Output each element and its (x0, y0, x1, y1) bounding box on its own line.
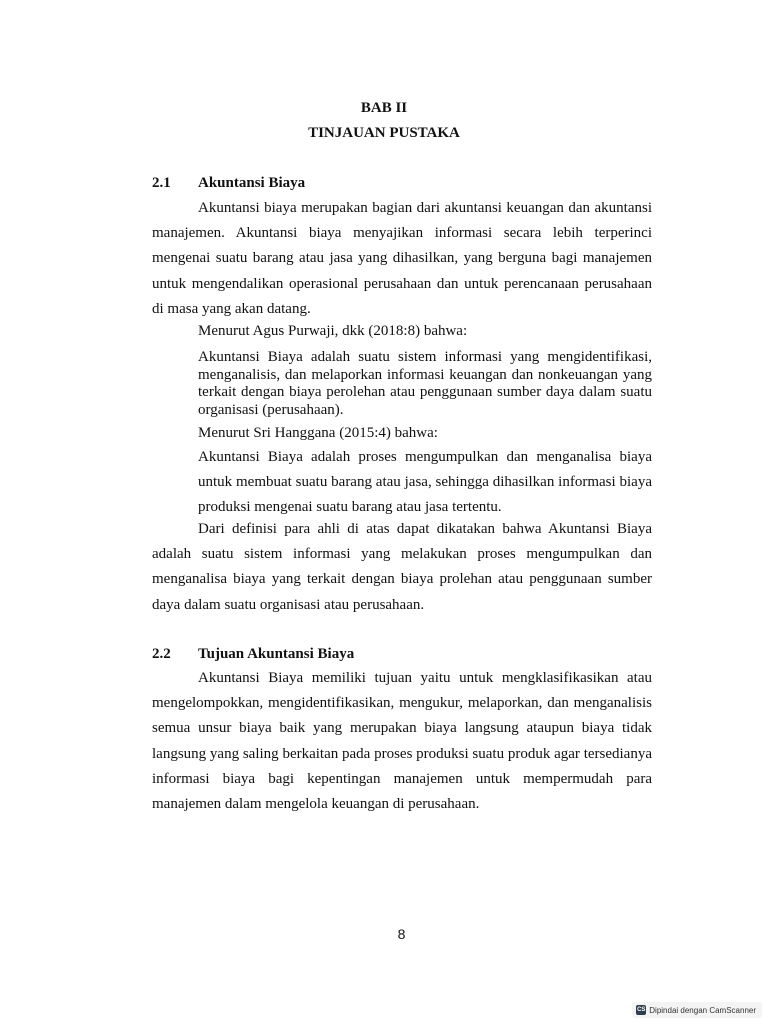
chapter-title: TINJAUAN PUSTAKA (308, 125, 460, 141)
quote-2-intro: Menurut Sri Hanggana (2015:4) bahwa: (198, 425, 438, 441)
section-number: 2.2 (152, 646, 171, 662)
page-number: 8 (397, 926, 406, 942)
camscanner-text: Dipindai dengan CamScanner (649, 1005, 756, 1015)
section-title: Tujuan Akuntansi Biaya (198, 646, 355, 662)
section-2-1-paragraph-1: Akuntansi biaya merupakan bagian dari akuntansi keuangan dan akuntansi manajemen. Akuntansi biaya menyajikan informasi secara lebih terperinci mengenai suatu barang atau jasa yang dihasilkan, yang berguna bagi manajemen untuk mengendalikan operasional perusahaan dan untuk perencanaan perusahaan di masa yang akan datang. (152, 200, 652, 317)
section-2-1-paragraph-2: Dari definisi para ahli di atas dapat dikatakan bahwa Akuntansi Biaya adalah suatu sistem informasi yang melakukan proses mengumpulkan dan menganalisa biaya yang terkait dengan biaya prolehan atau penggunaan sumber daya dalam suatu organisasi atau perusahaan. (152, 521, 652, 613)
quote-1-intro: Menurut Agus Purwaji, dkk (2018:8) bahwa: (198, 323, 468, 339)
section-title: Akuntansi Biaya (198, 175, 306, 191)
section-2-2-paragraph-1: Akuntansi Biaya memiliki tujuan yaitu untuk mengklasifikasikan atau mengelompokkan, mengidentifikasikan, mengukur, melaporkan, dan menganalisis semua unsur biaya baik yang merupakan biaya langsung ataupun biaya tidak langsung yang saling berkaitan pada proses produksi suatu produk agar tersedianya informasi biaya bagi kepentingan manajemen untuk mempermudah para manajemen dalam mengelola keuangan di perusahaan. (152, 670, 652, 813)
quote-1: Akuntansi Biaya adalah suatu sistem informasi yang mengidentifikasi, menganalisis, dan melaporkan informasi keuangan dan nonkeuangan yang terkait dengan biaya perolehan atau penggunaan sumber daya dalam suatu organisasi (perusahaan). (198, 349, 652, 418)
camscanner-watermark (632, 1002, 762, 1018)
quote-2: Akuntansi Biaya adalah proses mengumpulkan dan menganalisa biaya untuk membuat suatu barang atau jasa, sehingga dihasilkan informasi biaya produksi mengenai suatu barang atau jasa tertentu. (198, 449, 652, 515)
section-heading-2-2 (152, 646, 354, 663)
section-number: 2.1 (152, 175, 171, 191)
section-heading-2-1 (152, 175, 305, 192)
chapter-number: BAB II (360, 100, 408, 116)
camscanner-logo-icon: CS (637, 1007, 646, 1013)
